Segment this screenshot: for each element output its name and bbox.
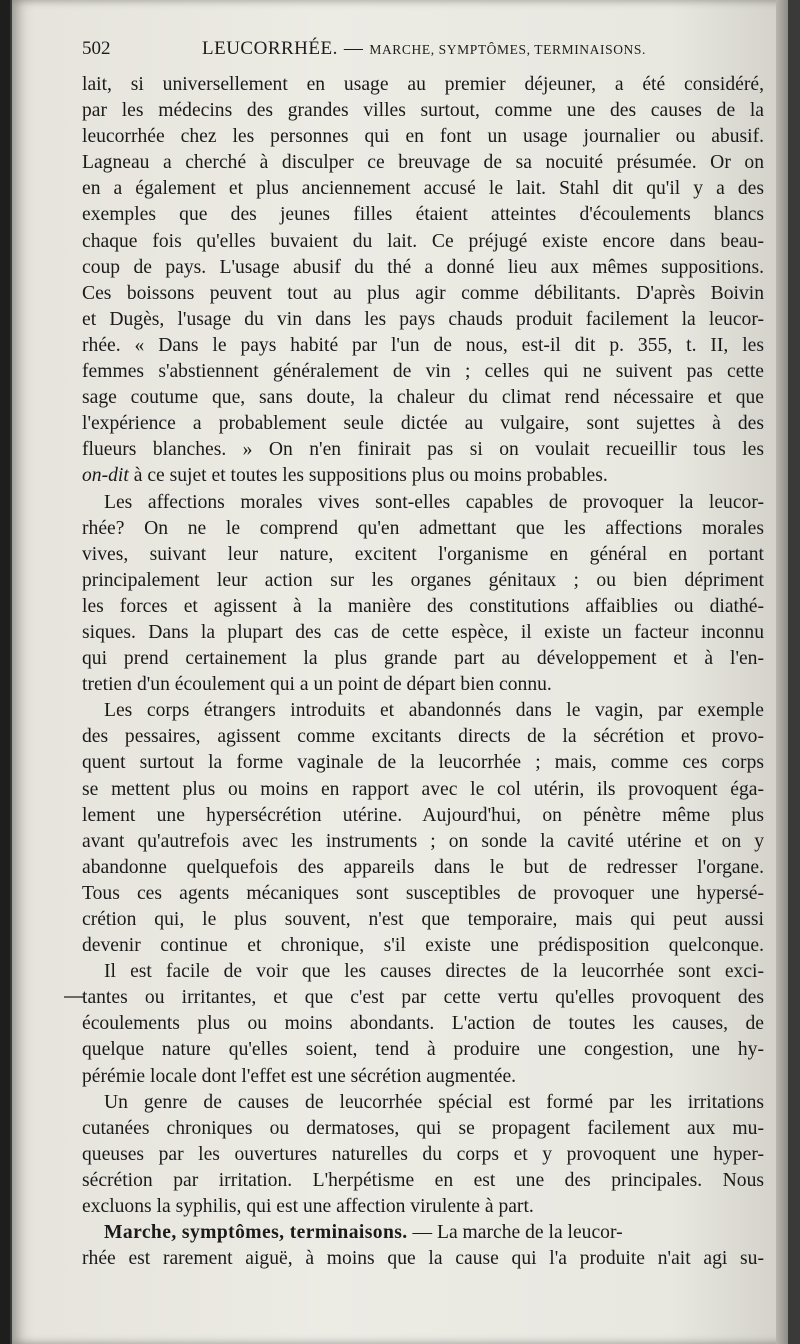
- text-line-rest: à ce sujet et toutes les suppositions plus ou moins probables.: [133, 465, 608, 487]
- text-line: femmes s'abstiennent généralement de vin ; celles qui ne suivent pas cette: [82, 361, 764, 383]
- text-line: en a également et plus anciennement accusé le lait. Stahl dit qu'il y a des: [82, 178, 764, 200]
- text-line: écoulements plus ou moins abondants. L'action de toutes les causes, de: [82, 1013, 764, 1035]
- italic-term: on-dit: [82, 465, 129, 487]
- paragraph-start: Un genre de causes de leucorrhée spécial est formé par les irritations: [104, 1091, 764, 1113]
- scan-edge-left: [0, 0, 10, 1344]
- text-line: queuses par les ouvertures naturelles du corps et y provoquent une hyper-: [82, 1143, 764, 1165]
- text-line: abandonne quelquefois des appareils dans le but de redresser l'organe.: [82, 856, 764, 878]
- text-line: des pessaires, agissent comme excitants directs de la sécrétion et provo-: [82, 726, 764, 748]
- text-line: sécrétion par irritation. L'herpétisme en est une des principales. Nous: [82, 1169, 764, 1191]
- section-heading: Marche, symptômes, terminaisons.: [104, 1222, 408, 1244]
- text-line: excluons la syphilis, qui est une affection virulente à part.: [82, 1196, 534, 1218]
- text-line: pérémie locale dont l'effet est une sécrétion augmentée.: [82, 1065, 517, 1087]
- text-line: crétion qui, le plus souvent, n'est que temporaire, mais qui peut aussi: [82, 909, 764, 930]
- text-line: tantes ou irritantes, et que c'est par cette vertu qu'elles provoquent des: [82, 987, 764, 1009]
- text-line: devenir continue et chronique, s'il existe une prédisposition quelconque.: [82, 935, 764, 957]
- text-line: coup de pays. L'usage abusif du thé a donné lieu aux mêmes suppositions.: [82, 256, 764, 278]
- text-line: chaque fois qu'elles buvaient du lait. Ce préjugé existe encore dans beau-: [82, 230, 764, 252]
- paragraph-start: Les corps étrangers introduits et abandonnés dans le vagin, par exemple: [104, 700, 764, 722]
- text-line: l'expérience a probablement seule dictée au vulgaire, sont sujettes à des: [82, 413, 764, 435]
- text-line: cutanées chroniques ou dermatoses, qui se propagent facilement aux mu-: [82, 1117, 764, 1139]
- text-line: avant qu'autrefois avec les instruments ; on sonde la cavité utérine et on y: [82, 830, 764, 852]
- text-line: quent surtout la forme vaginale de la leucorrhée ; mais, comme ces corps: [82, 752, 764, 774]
- text-line: vives, suivant leur nature, excitent l'organisme en général en portant: [82, 543, 764, 565]
- text-line: Ces boissons peuvent tout au plus agir comme débilitants. D'après Boivin: [82, 282, 764, 304]
- text-line: Lagneau a cherché à disculper ce breuvage de sa nocuité présumée. Or on: [82, 152, 764, 174]
- paragraph-start: Les affections morales vives sont-elles capables de provoquer la leucor-: [104, 491, 764, 513]
- section-heading-rest: — La marche de la leucor-: [412, 1222, 623, 1244]
- text-line: sage coutume que, sans doute, la chaleur du climat rend nécessaire et que: [82, 387, 764, 409]
- text-line: lement une hypersécrétion utérine. Aujourd'hui, on pénètre même plus: [82, 804, 764, 826]
- text-line: se mettent plus ou moins en rapport avec le col utérin, ils provoquent éga-: [82, 778, 764, 800]
- text-line: Tous ces agents mécaniques sont susceptibles de provoquer une hypersé-: [82, 882, 764, 904]
- text-line: et Dugès, l'usage du vin dans les pays chauds produit facilement la leucor-: [82, 308, 764, 330]
- text-line: lait, si universellement en usage au premier déjeuner, a été considéré,: [82, 74, 764, 95]
- running-title-subtitle: MARCHE, SYMPTÔMES, TERMINAISONS.: [369, 42, 646, 57]
- text-line: par les médecins des grandes villes surtout, comme une des causes de la: [82, 100, 764, 122]
- text-line: [82, 463, 764, 489]
- text-line: quelque nature qu'elles soient, tend à produire une congestion, une hy-: [82, 1039, 764, 1061]
- text-line: principalement leur action sur les organes génitaux ; ou bien dépriment: [82, 569, 764, 591]
- paragraph-start: Il est facile de voir que les causes directes de la leucorrhée sont exci-: [104, 961, 764, 983]
- page-edge-right: [776, 0, 788, 1344]
- margin-mark: [64, 996, 84, 998]
- text-line: rhée est rarement aiguë, à moins que la cause qui l'a produite n'ait agi su-: [82, 1248, 764, 1270]
- running-title: [202, 38, 646, 60]
- text-line: rhée. « Dans le pays habité par l'un de nous, est-il dit p. 355, t. II, les: [82, 334, 764, 356]
- running-title-dash: —: [343, 38, 364, 59]
- text-line: tretien d'un écoulement qui a un point de départ bien connu.: [82, 674, 552, 696]
- running-head: [82, 38, 762, 62]
- section-heading-line: [82, 1220, 764, 1246]
- text-line: flueurs blanches. » On n'en finirait pas si on voulait recueillir tous les: [82, 439, 764, 461]
- text-line: les forces et agissent à la manière des constitutions affaiblies ou diathé-: [82, 595, 764, 617]
- text-line: exemples que des jeunes filles étaient atteintes d'écoulements blancs: [82, 204, 764, 226]
- page-number: 502: [82, 38, 111, 59]
- text-line: siques. Dans la plupart des cas de cette espèce, il existe un facteur inconnu: [82, 621, 764, 643]
- text-line: rhée? On ne le comprend qu'en admettant que les affections morales: [82, 517, 764, 539]
- text-line: qui prend certainement la plus grande part au développement et à l'en-: [82, 648, 764, 670]
- running-title-main: LEUCORRHÉE.: [202, 38, 338, 59]
- text-line: leucorrhée chez les personnes qui en font un usage journalier ou abusif.: [82, 126, 764, 148]
- body-text: [82, 72, 764, 1272]
